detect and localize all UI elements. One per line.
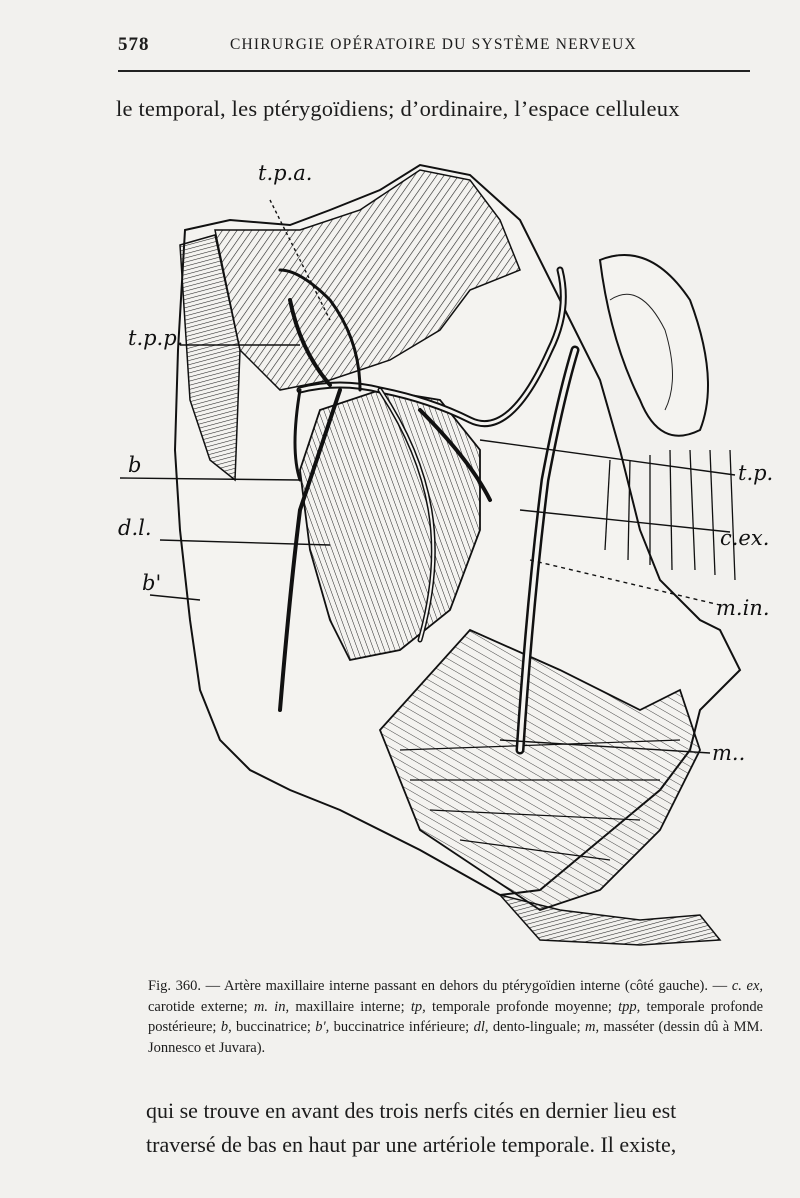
label-cex: c.ex. <box>720 526 770 550</box>
caption-desc-min: maxillaire interne; <box>295 998 405 1015</box>
label-min: m.in. <box>716 596 770 620</box>
running-title: CHIRURGIE OPÉRATOIRE DU SYSTÈME NERVEUX <box>230 36 637 53</box>
caption-key-dl: dl, <box>473 1019 489 1035</box>
caption-key-tpp: tpp, <box>618 998 641 1015</box>
caption-desc-m: masséter (dessin dû à MM. Jonnesco et Juvara). <box>148 1019 764 1056</box>
caption-key-b-prime: b', <box>315 1019 330 1035</box>
caption-desc-cex: carotide externe; <box>148 998 248 1015</box>
caption-key-b: b, <box>220 1019 232 1035</box>
page-header <box>118 30 758 60</box>
caption-desc-b: buccinatrice; <box>236 1019 311 1035</box>
anatomical-figure <box>0 150 800 950</box>
caption-key-cex: c. ex, <box>731 978 764 994</box>
caption-key-m: m, <box>584 1019 600 1035</box>
mandible-angle <box>500 895 720 945</box>
label-dl: d.l. <box>118 516 152 540</box>
caption-desc-tpp: temporale profonde postérieure; <box>148 998 764 1035</box>
label-b: b <box>128 453 142 477</box>
body-text-bottom-2: traversé de bas en haut par une artériole temporale. Il existe, <box>146 1132 677 1157</box>
label-m: m.. <box>712 741 746 765</box>
label-tpp: t.p.p. <box>128 326 184 350</box>
header-rule <box>118 70 750 72</box>
label-tpa: t.p.a. <box>258 161 313 185</box>
body-text-bottom-1: qui se trouve en avant des trois nerfs cités en dernier lieu est <box>146 1098 677 1123</box>
caption-key-tp: tp, <box>410 998 426 1015</box>
figure-drawing <box>0 150 800 950</box>
coronoid-process <box>600 255 708 436</box>
caption-fig: Fig. 360. — Artère maxillaire interne passant en dehors du ptérygoïdien interne (côté gauche). — <box>148 978 728 994</box>
label-tp: t.p. <box>738 461 774 485</box>
figure-caption <box>148 976 763 1058</box>
caption-desc-b-prime: buccinatrice inférieure; <box>333 1019 470 1035</box>
page-number: 578 <box>118 34 150 55</box>
caption-desc-tp: temporale profonde moyenne; <box>431 998 612 1015</box>
caption-key-min: m. in, <box>253 998 290 1015</box>
label-b-prime: b' <box>142 571 162 595</box>
caption-desc-dl: dento-linguale; <box>492 1019 581 1035</box>
body-text-top: le temporal, les ptérygoïdiens; d’ordinaire, l’espace celluleux <box>116 96 680 121</box>
